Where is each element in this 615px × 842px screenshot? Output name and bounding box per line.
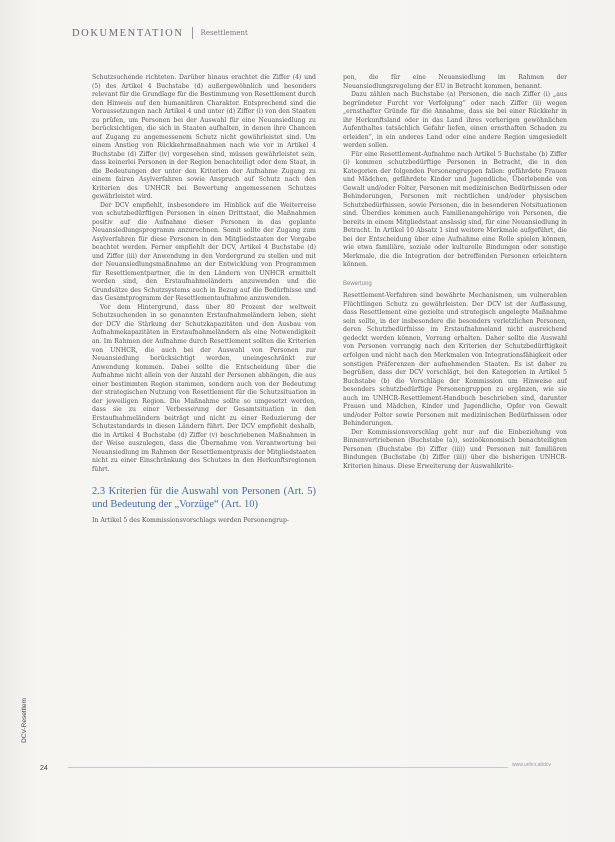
right-paragraph-1: pen, die für eine Neuansiedlung im Rahmen der Neuansiedlungsregelung der EU in Betracht kommen, benannt. [343, 74, 567, 90]
header-section: Resettlement [200, 29, 248, 37]
right-paragraph-3: Für eine Resettlement-Aufnahme nach Artikel 5 Buchstabe (b) Ziffer (i) kommen schutzbedürftige Personen in Betracht, die in den Kategorien der folgenden Personengruppen fallen: gefährdete Frauen und Mädchen, gefährdete Kinder und Jugendliche, Überlebende von Gewalt und/oder Folter, Personen mit medizinischen Bedürfnissen oder Behinderungen, Personen mit rechtlichen und/oder physischen Schutzbedürfnissen, sowie Personen, die in besonderen Notsituationen sind. Überdies kommen auch Familienangehörige von Personen, die bereits in einem Mitgliedstaat ansässig sind, für eine Neuansiedlung in Betracht. In Artikel 10 Absatz 1 sind weitere Merkmale aufgeführt, die bei der Entscheidung über eine Aufnahme eine Rolle spielen können, wie etwa familiäre, soziale oder kulturelle Bindungen oder sonstige Merkmale, die die Integration der betreffenden Personen erleichtern können. [343, 150, 567, 269]
left-paragraph-1: Schutzsuchende richteten. Darüber hinaus erachtet die Ziffer (4) und (5) des Artikel 4 Buchstabe (d) außergewöhnlich und besonders relevant für die Grundlage für die Bestimmung von Resettlement durch den Hinweis auf den humanitären Charakter. Entsprechend sind die Voraussetzungen nach Artikel 4 und unter (d) Ziffer (i) von den Staaten zu prüfen, um Personen bei der Auswahl für eine Neuansiedlung zu berücksichtigen, die sich in Staaten aufhalten, in denen ihre Chancen auf Zugang zu angemessenem Schutz nicht gewährleistet sind. Um einem Anstieg von Rückkehrmaßnahmen nach wie vor in Artikel 4 Buchstabe (d) Ziffer (iv) vorgesehen sind, müssen gewährleistet sein, dass keinerlei Personen in der Region benachteiligt oder dem Staat, in die Bedeutungen der unter den Kriterien der Aufnahme Zugang zu einem fairen Asylverfahren sowie Anspruch auf Schutz nach den Kriterien des UNHCR bei Bewertung angemessenen Schutzes gewährleistet wird. [92, 74, 316, 201]
footer-url: www.unhcr.at/dcv [512, 762, 551, 768]
side-label-text: DCV-Resettlem [20, 697, 28, 743]
right-paragraph-5: Der Kommissionsvorschlag geht nur auf die Einbeziehung von Binnenvertriebenen (Buchstabe (a)), sozioökonomisch benachteiligten Personen (Buchstabe (b) Ziffer (iii)) und Personen mit familiären Bindungen (Buchstabe (b) Ziffer (iii)) über die bisherigen UNHCR-Kriterien hinaus. Diese Erweiterung der Auswahlkrite- [343, 428, 567, 470]
page-number: 24 [40, 765, 48, 772]
right-column [343, 74, 567, 471]
left-paragraph-after-heading: In Artikel 5 des Kommissionsvorschlags werden Personengrup- [92, 517, 289, 525]
left-paragraph-2: Der DCV empfiehlt, insbesondere im Hinblick auf die Weiterreise von schutzbedürftigen Personen in einen Drittstaat, die Maßnahmen positiv auf die Aufnahme dieser Personen in das geplante Neuansiedlungsprogramm anzurechnen. Somit sollte der Zugang zum Asylverfahren für diese Personen in den Mitgliedstaaten der Vorgabe beachtet werden. Ferner empfiehlt der DCV, Artikel 4 Buchstabe (d) und Ziffer (iii) der Anwendung in den Vordergrund zu stellen und mit der Neuansiedlungsmaßnahme an der Entwicklung von Programmen für Resettlementpartner, die in den Ländern von UNHCR ermittelt worden sind, den Erstaufnahmeländern anzuwenden und die Grundsätze des Schutzsystems auch in Bezug auf die Bedürfnisse und das Gesamtprogramm der Resettlementaufnahme anzuwenden. [92, 201, 316, 303]
section-heading: 2.3 Kriterien für die Auswahl von Personen (Art. 5) und Bedeutung der „Vorzüge“ (Art. 10) [92, 486, 316, 510]
right-paragraph-4: Resettlement-Verfahren sind bewährte Mechanismen, um vulnerablen Flüchtlingen Schutz zu gewährleisten. Der DCV ist der Auffassung, dass Resettlement eine gezielte und strategisch angelegte Maßnahme sein sollte, in der insbesondere die besonders verletzlichen Personen, deren Schutzbedürfnisse im Erstaufnahmeland nicht ausreichend gedeckt werden können, Vorrang erhalten. Daher sollte die Auswahl von Personen vorrangig nach den Kriterien der Schutzbedürftigkeit erfolgen und nicht nach den Merkmalen von Integrationsfähigkeit oder sonstigen Präferenzen der aufnehmenden Staaten. Es ist daher zu begrüßen, dass der DCV vorschlägt, bei den Kategorien in Artikel 5 Buchstabe (b) die Vorschläge der Kommission um Hinweise auf besonders schutzbedürftige Personengruppen zu ergänzen, wie sie auch im UNHCR-Resettlement-Handbuch beschrieben sind, darunter Frauen und Mädchen, Kinder und Jugendliche, Opfer von Gewalt und/oder Folter sowie Personen mit medizinischen Bedürfnissen oder Behinderungen. [343, 292, 567, 428]
footer-rule [68, 767, 508, 768]
left-paragraph-3: Vor dem Hintergrund, dass über 80 Prozent der weltweit Schutzsuchenden in so genannten Erstaufnahmeländern leben, sieht der DCV die Stärkung der Schutzkapazitäten und den Ausbau von Aufnahmekapazitäten in Erstaufnahmeländern als eine Notwendigkeit an. Im Rahmen der Aufnahme durch Resettlement sollten die Kriterien von UNHCR, die auch bei der Auswahl von Personen zur Neuansiedlung berücksichtigt werden, uneingeschränkt zur Anwendung kommen. Dabei sollte die Entscheidung über die Aufnahme nicht allein von der Anzahl der Personen abhängen, die aus einer bestimmten Region stammen, sondern auch von der Bedeutung der strategischen Nutzung von Resettlement für die Schutzsituation in der jeweiligen Region. Die Maßnahme sollte so umgesetzt werden, dass sie zu einer Verbesserung der Gesamtsituation in den Erstaufnahmeländern beiträgt und nicht zu einer Reduzierung der Schutzstandards in diesen Ländern führt. Der DCV empfiehlt deshalb, die in Artikel 4 Buchstabe (d) Ziffer (v) beschriebenen Maßnahmen in der Weise auszulegen, dass die Übernahme von Verantwortung bei Neuansiedlung im Rahmen der Resettlementpraxis der Mitgliedstaaten nicht zu einer Einschränkung des Schutzes in den Herkunftsregionen führt. [92, 303, 316, 473]
side-section-label [18, 690, 30, 750]
subheading-bewertung: Bewertung [343, 280, 372, 287]
right-paragraph-2: Dazu zählen nach Buchstabe (a) Personen, die nach Ziffer (i) „aus begründeter Furcht vor Verfolgung“ oder nach Ziffer (ii) wegen „ernsthafter Gründe für die Annahme, dass sie bei einer Rückkehr in ihr Herkunftsland oder in das Land ihres vorherigen gewöhnlichen Aufenthaltes tatsächlich Gefahr liefen, einen ernsthaften Schaden zu erleiden“, in ein anderes Land oder eine andere Region umgesiedelt werden sollen. [343, 91, 567, 150]
header-brand: DOKUMENTATION [72, 27, 184, 39]
running-header [72, 26, 248, 40]
header-separator [192, 27, 193, 39]
left-column [92, 74, 316, 526]
